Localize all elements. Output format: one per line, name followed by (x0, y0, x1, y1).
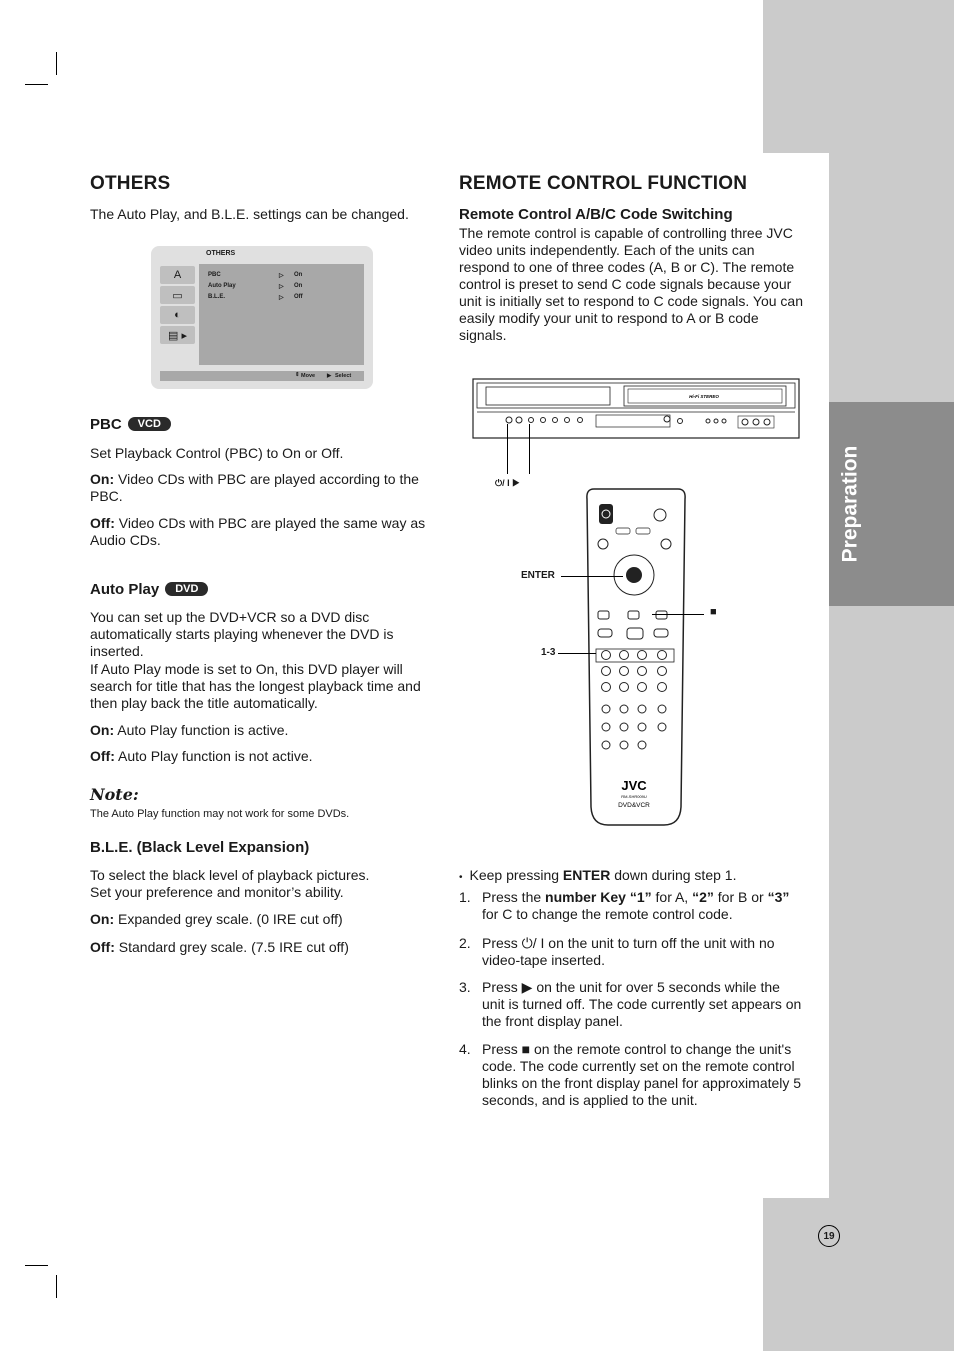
footer-move: Move (301, 373, 316, 379)
step-number: 3. (459, 979, 471, 995)
autoplay-on: On: Auto Play function is active. (90, 722, 289, 738)
others-title: OTHERS (90, 173, 171, 194)
stop-callout: ■ (710, 606, 717, 618)
menu-row-label: Auto Play (208, 283, 236, 289)
dvd-vcr-unit-illustration (472, 378, 800, 440)
step-item (459, 979, 805, 1030)
remote-title: REMOTE CONTROL FUNCTION (459, 173, 748, 194)
step-item (459, 889, 805, 923)
hifi-stereo-label: Hi-Fi STEREO (689, 394, 719, 399)
others-intro: The Auto Play, and B.L.E. settings can be changed. (90, 206, 409, 222)
menu-title: OTHERS (206, 250, 236, 257)
vcd-badge: VCD (128, 417, 171, 431)
pbc-on: On: Video CDs with PBC are played according to the PBC. (90, 471, 419, 504)
crop-mark (56, 1275, 57, 1298)
remote-brand: JVC (621, 778, 647, 793)
ble-desc-2: Set your preference and monitor’s ability. (90, 884, 344, 900)
callout-line (652, 614, 704, 615)
menu-panel (199, 264, 364, 365)
lock-icon: ▤ ▸ (160, 326, 195, 344)
step-item (459, 935, 805, 969)
autoplay-desc-1: You can set up the DVD+VCR so a DVD disc automatically starts playing whenever the DVD is inserted. (90, 609, 394, 659)
step-text: Press ■ on the remote control to change the unit's code. The code currently set on the remote control blinks on the front display panel for approximately 5 seconds, and is applied to the unit. (482, 1041, 802, 1108)
pbc-desc: Set Playback Control (PBC) to On or Off. (90, 445, 344, 461)
others-menu-screen (151, 246, 373, 389)
section-tab-label: Preparation (838, 445, 862, 563)
autoplay-off: Off: Auto Play function is not active. (90, 748, 313, 764)
remote-control-illustration (584, 487, 688, 829)
step-item (459, 1041, 805, 1109)
crop-mark (56, 52, 57, 75)
ble-desc-1: To select the black level of playback pictures. (90, 867, 370, 883)
step-text: Press ⏻/ I on the unit to turn off the unit with no video-tape inserted. (482, 935, 775, 968)
menu-row-value: On (294, 283, 303, 289)
remote-model: RM-SHR009U (621, 794, 647, 799)
display-icon: ▭ (160, 286, 195, 304)
step-text: Press the number Key “1” for A, “2” for B or “3” for C to change the remote control code. (482, 889, 790, 922)
dvd-badge: DVD (165, 582, 208, 596)
callout-line (507, 424, 508, 474)
arrow-icon: ▷ (279, 284, 284, 290)
audio-icon: ◐ (160, 306, 195, 324)
autoplay-heading: Auto Play DVD (90, 581, 208, 598)
autoplay-desc-2: If Auto Play mode is set to On, this DVD player will search for title that has the longest playback time and then play back the title automatically. (90, 661, 421, 711)
one-three-callout: 1-3 (541, 647, 556, 658)
step-number: 1. (459, 889, 471, 905)
footer-select: Select (335, 373, 352, 379)
note-title: Note: (90, 785, 139, 804)
crop-mark (25, 84, 48, 85)
remote-type: DVD&VCR (618, 802, 650, 809)
step-number: 2. (459, 935, 471, 951)
menu-footer (160, 371, 364, 381)
callout-line (561, 576, 623, 577)
play-icon: ▶ (327, 373, 332, 379)
remote-subheading: Remote Control A/B/C Code Switching (459, 206, 733, 223)
remote-intro: The remote control is capable of controlling three JVC video units independently. Each of the units can respond to one of three codes (A, B or C). The remote control is preset to send C code signals because your unit is initially set to respond to C code signals. You can easily modify your unit to respond to A or B code signals. (459, 225, 803, 343)
menu-row-value: Off (294, 294, 303, 300)
ble-on: On: Expanded grey scale. (0 IRE cut off) (90, 911, 343, 927)
power-play-callout: ⏻/ I ▶ (495, 478, 520, 488)
ble-off: Off: Standard grey scale. (7.5 IRE cut off) (90, 939, 349, 955)
crop-mark (25, 1265, 48, 1266)
callout-line (529, 424, 530, 474)
arrow-icon: ▷ (279, 273, 284, 279)
step-text: Press ▶ on the unit for over 5 seconds while the unit is turned off. The code currently set appears on the front display panel. (482, 979, 802, 1029)
updown-icon: ⇕ (295, 372, 300, 378)
menu-row-value: On (294, 272, 303, 278)
note-text: The Auto Play function may not work for some DVDs. (90, 808, 350, 820)
pbc-heading: PBC VCD (90, 416, 171, 433)
language-icon: A (160, 266, 195, 284)
enter-tip: • Keep pressing ENTER down during step 1. (459, 867, 737, 883)
menu-row-label: B.L.E. (208, 294, 226, 300)
step-number: 4. (459, 1041, 471, 1057)
page-number: 19 (818, 1225, 840, 1247)
enter-callout: ENTER (521, 570, 555, 581)
pbc-off: Off: Video CDs with PBC are played the same way as Audio CDs. (90, 515, 426, 548)
callout-line (558, 653, 596, 654)
ble-heading: B.L.E. (Black Level Expansion) (90, 839, 310, 856)
arrow-icon: ▷ (279, 295, 284, 301)
menu-row-label: PBC (208, 272, 221, 278)
